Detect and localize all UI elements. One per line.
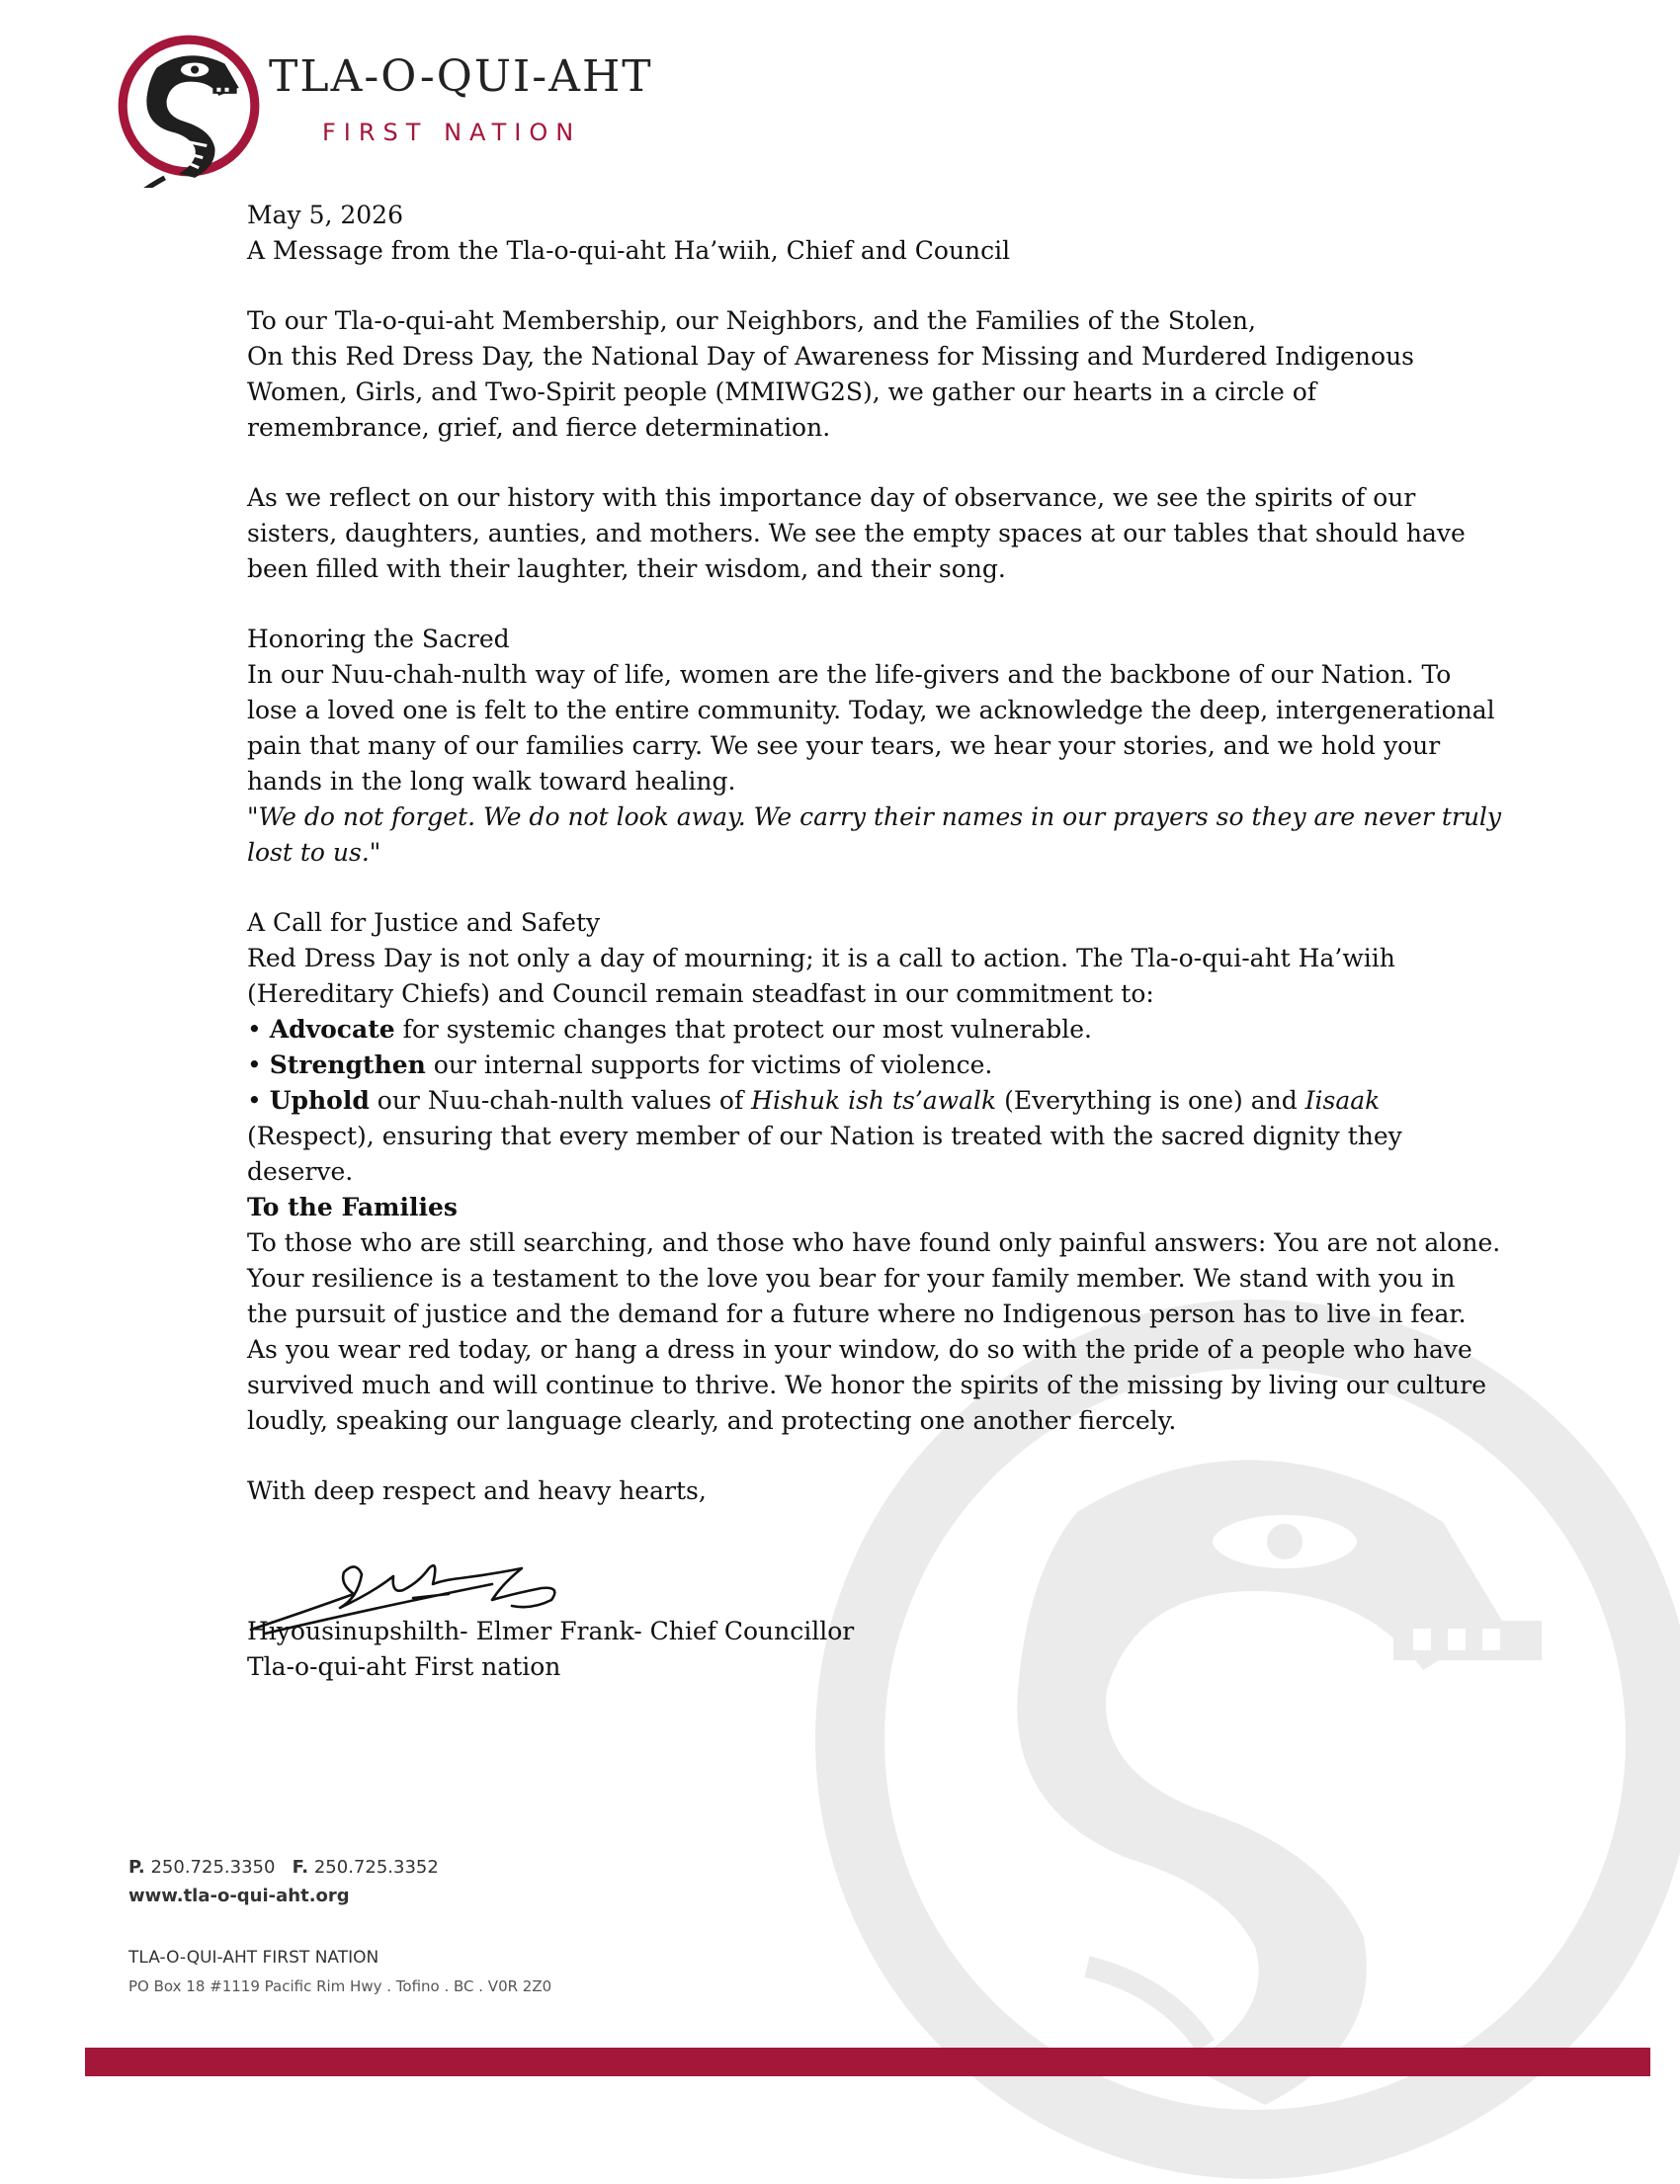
paragraph-justice: Red Dress Day is not only a day of mourning; it is a call to action. The Tla-o-qui-aht Ha’wiih (Hereditary Chiefs) and Council remain steadfast in our commitment to: <box>247 944 1395 1008</box>
paragraph-families: To those who are still searching, and those who have found only painful answers: You are not alone. Your resilience is a testament to the love you bear for your family member. We stand with you in the pursuit of justice and the demand for a future where no Indigenous person has to live in fear. <box>247 1228 1501 1328</box>
fax-label: F. <box>292 1857 309 1878</box>
paragraph-reflect: As we reflect on our history with this importance day of observance, we see the spirits of our sisters, daughters, aunties, and mothers. We see the empty spaces at our tables that should have been filled with their laughter, their wisdom, and their song. <box>247 483 1466 583</box>
quote: "We do not forget. We do not look away. We carry their names in our prayers so they are never truly lost to us." <box>247 802 1502 867</box>
letter-from: A Message from the Tla-o-qui-aht Ha’wiih, Chief and Council <box>247 236 1011 265</box>
bullet-strengthen: • Strengthen our internal supports for victims of violence. <box>247 1050 993 1079</box>
paragraph-intro: On this Red Dress Day, the National Day of Awareness for Missing and Murdered Indigenous Women, Girls, and Two-Spirit people (MMIWG2S), we gather our hearts in a circle of remembrance, grief, and fierce determination. <box>247 342 1414 442</box>
signer-name: Hiyousinupshilth- Elmer Frank- Chief Councillor <box>247 1617 855 1645</box>
heading-families: To the Families <box>247 1193 458 1221</box>
signer-org: Tla-o-qui-aht First nation <box>247 1652 561 1681</box>
bullet-uphold-italic-a: Hishuk ish ts’awalk <box>751 1086 997 1115</box>
website-link[interactable]: www.tla-o-qui-aht.org <box>128 1886 350 1906</box>
handwritten-signature <box>245 1554 581 1636</box>
footer-address-block <box>128 1943 551 2000</box>
footer-address: PO Box 18 #1119 Pacific Rim Hwy . Tofino . BC . V0R 2Z0 <box>128 1977 552 1995</box>
bullet-strengthen-bold: Strengthen <box>269 1050 426 1079</box>
bullet-uphold-text-a: our Nuu-chah-nulth values of <box>369 1086 752 1115</box>
bullet-uphold-text-c: (Respect), ensuring that every member of our Nation is treated with the sacred dignity they deserve. <box>247 1122 1402 1186</box>
heading-justice: A Call for Justice and Safety <box>247 908 601 937</box>
footer-org-name: TLA-O-QUI-AHT FIRST NATION <box>128 1948 379 1968</box>
fax-number: 250.725.3352 <box>313 1857 439 1878</box>
bullet-uphold-italic-b: Iisaak <box>1304 1086 1381 1115</box>
bullet-advocate-bold: Advocate <box>269 1015 395 1044</box>
heading-sacred: Honoring the Sacred <box>247 625 510 653</box>
org-subtitle: FIRST NATION <box>322 119 582 146</box>
letter-date: May 5, 2026 <box>247 201 403 229</box>
letter-closing: With deep respect and heavy hearts, <box>247 1476 707 1505</box>
paragraph-red: As you wear red today, or hang a dress in your window, do so with the pride of a people who have survived much and will continue to thrive. We honor the spirits of the missing by living our culture loudly, speaking our language clearly, and protecting one another fiercely. <box>247 1335 1487 1435</box>
bullet-uphold: • Uphold our Nuu-chah-nulth values of Hishuk ish ts’awalk (Everything is one) and Iisaak (Respect), ensuring that every member of our Nation is treated with the sacred dignity they deserve. <box>247 1086 1402 1186</box>
phone-number: 250.725.3350 <box>150 1857 276 1878</box>
bullet-advocate-text: for systemic changes that protect our most vulnerable. <box>394 1015 1092 1044</box>
bullet-uphold-bold: Uphold <box>269 1086 370 1115</box>
bullet-strengthen-text: our internal supports for victims of violence. <box>425 1050 993 1079</box>
phone-label: P. <box>128 1857 145 1878</box>
bullet-advocate: • Advocate for systemic changes that protect our most vulnerable. <box>247 1015 1092 1044</box>
letter-salutation: To our Tla-o-qui-aht Membership, our Neighbors, and the Families of the Stolen, <box>247 306 1256 335</box>
footer-contact <box>128 1853 439 1910</box>
letter-body <box>247 198 1502 1685</box>
org-name: TLA-O-QUI-AHT <box>269 51 653 102</box>
sea-serpent-logo-icon <box>107 28 267 188</box>
bullet-uphold-text-b: (Everything is one) and <box>996 1086 1305 1115</box>
paragraph-sacred: In our Nuu-chah-nulth way of life, women are the life-givers and the backbone of our Nation. To lose a loved one is felt to the entire community. Today, we acknowledge the deep, intergenerational pain that many of our families carry. We see your tears, we hear your stories, and we hold your hands in the long walk toward healing. <box>247 660 1495 796</box>
footer-bar <box>85 2048 1650 2076</box>
